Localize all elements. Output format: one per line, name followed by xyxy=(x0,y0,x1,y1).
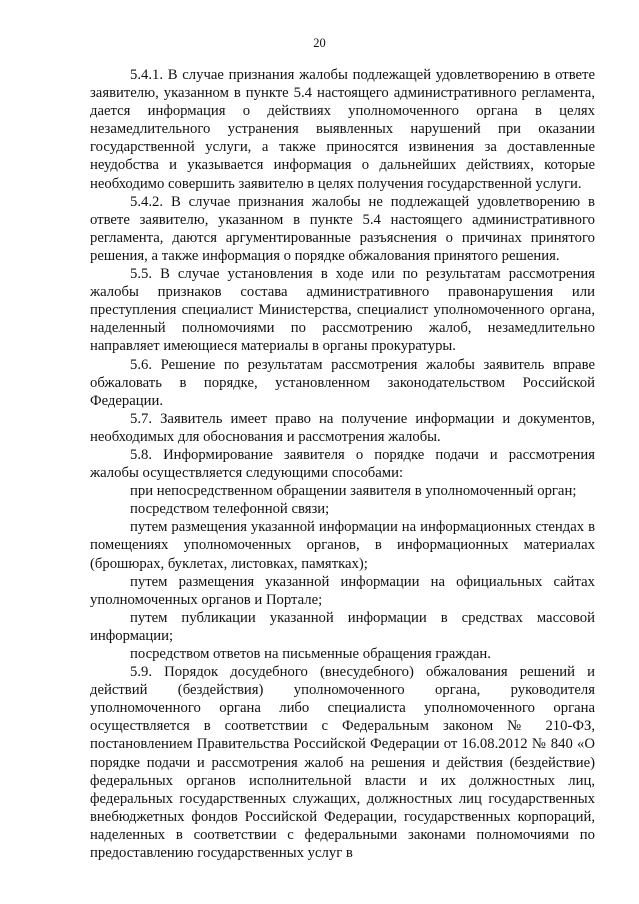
paragraph-5-4-2: 5.4.2. В случае признания жалобы не подлежащей удовлетворению в ответе заявителю, указанном в пункте 5.4 настоящего административного регламента, даются аргументированные разъяснения о причинах принятого решения, а также информация о порядке обжалования принятого решения. xyxy=(90,193,595,264)
paragraph-5-8: 5.8. Информирование заявителя о порядке подачи и рассмотрения жалобы осуществляется следующими способами: xyxy=(90,446,595,482)
paragraph-5-7: 5.7. Заявитель имеет право на получение информации и документов, необходимых для обоснования и рассмотрения жалобы. xyxy=(90,410,595,445)
paragraph-5-4-1: 5.4.1. В случае признания жалобы подлежащей удовлетворению в ответе заявителю, указанном в пункте 5.4 настоящего административного регламента, дается информация о действиях уполномоченного органа в целях незамедлительного устранения выявленных нарушений при оказании государственной услуги, а также приносятся извинения за доставленные неудобства и указывается информация о дальнейших действиях, которые необходимо совершить заявителю в целях получения государственной услуги. xyxy=(90,67,595,192)
list-item-written-replies: посредством ответов на письменные обращения граждан. xyxy=(130,646,491,662)
list-item-media: путем публикации указанной информации в средствах массовой информации; xyxy=(90,609,595,644)
paragraph-5-5: 5.5. В случае установления в ходе или по результатам рассмотрения жалобы признаков состава административного правонарушения или преступления специалист Министерства, специалист уполномоченного органа, наделенный полномочиями по рассмотрению жалоб, незамедлительно направляет имеющиеся материалы в органы прокуратуры. xyxy=(90,266,595,355)
document-body xyxy=(90,66,595,862)
paragraph-5-6: 5.6. Решение по результатам рассмотрения жалобы заявитель вправе обжаловать в порядке, установленном законодательством Российской Федерации. xyxy=(90,356,595,409)
list-item-websites: путем размещения указанной информации на официальных сайтах уполномоченных органов и Портале; xyxy=(90,573,595,608)
page-number: 20 xyxy=(313,36,326,50)
list-item-phone: посредством телефонной связи; xyxy=(130,501,330,518)
list-item-direct-appeal: при непосредственном обращении заявителя в уполномоченный орган; xyxy=(130,483,577,500)
paragraph-5-9: 5.9. Порядок досудебного (внесудебного) обжалования решений и действий (бездействия) уполномоченного органа, руководителя уполномоченного органа либо специалиста уполномоченного органа осуществляется в соответствии с Федеральным законом № 210-ФЗ, постановлением Правительства Российской Федерации от 16.08.2012 № 840 «О порядке подачи и рассмотрения жалоб на решения и действия (бездействие) федеральных органов исполнительной власти и их должностных лиц, федеральных государственных служащих, должностных лиц государственных внебюджетных фондов Российской Федерации, государственных корпораций, наделенных в соответствии с федеральными законами полномочиями по предоставлению государственных услуг в xyxy=(90,664,595,862)
list-item-stands: путем размещения указанной информации на информационных стендах в помещениях уполномоченных органов, в информационных материалах (брошюрах, буклетах, листовках, памятках); xyxy=(90,519,595,572)
